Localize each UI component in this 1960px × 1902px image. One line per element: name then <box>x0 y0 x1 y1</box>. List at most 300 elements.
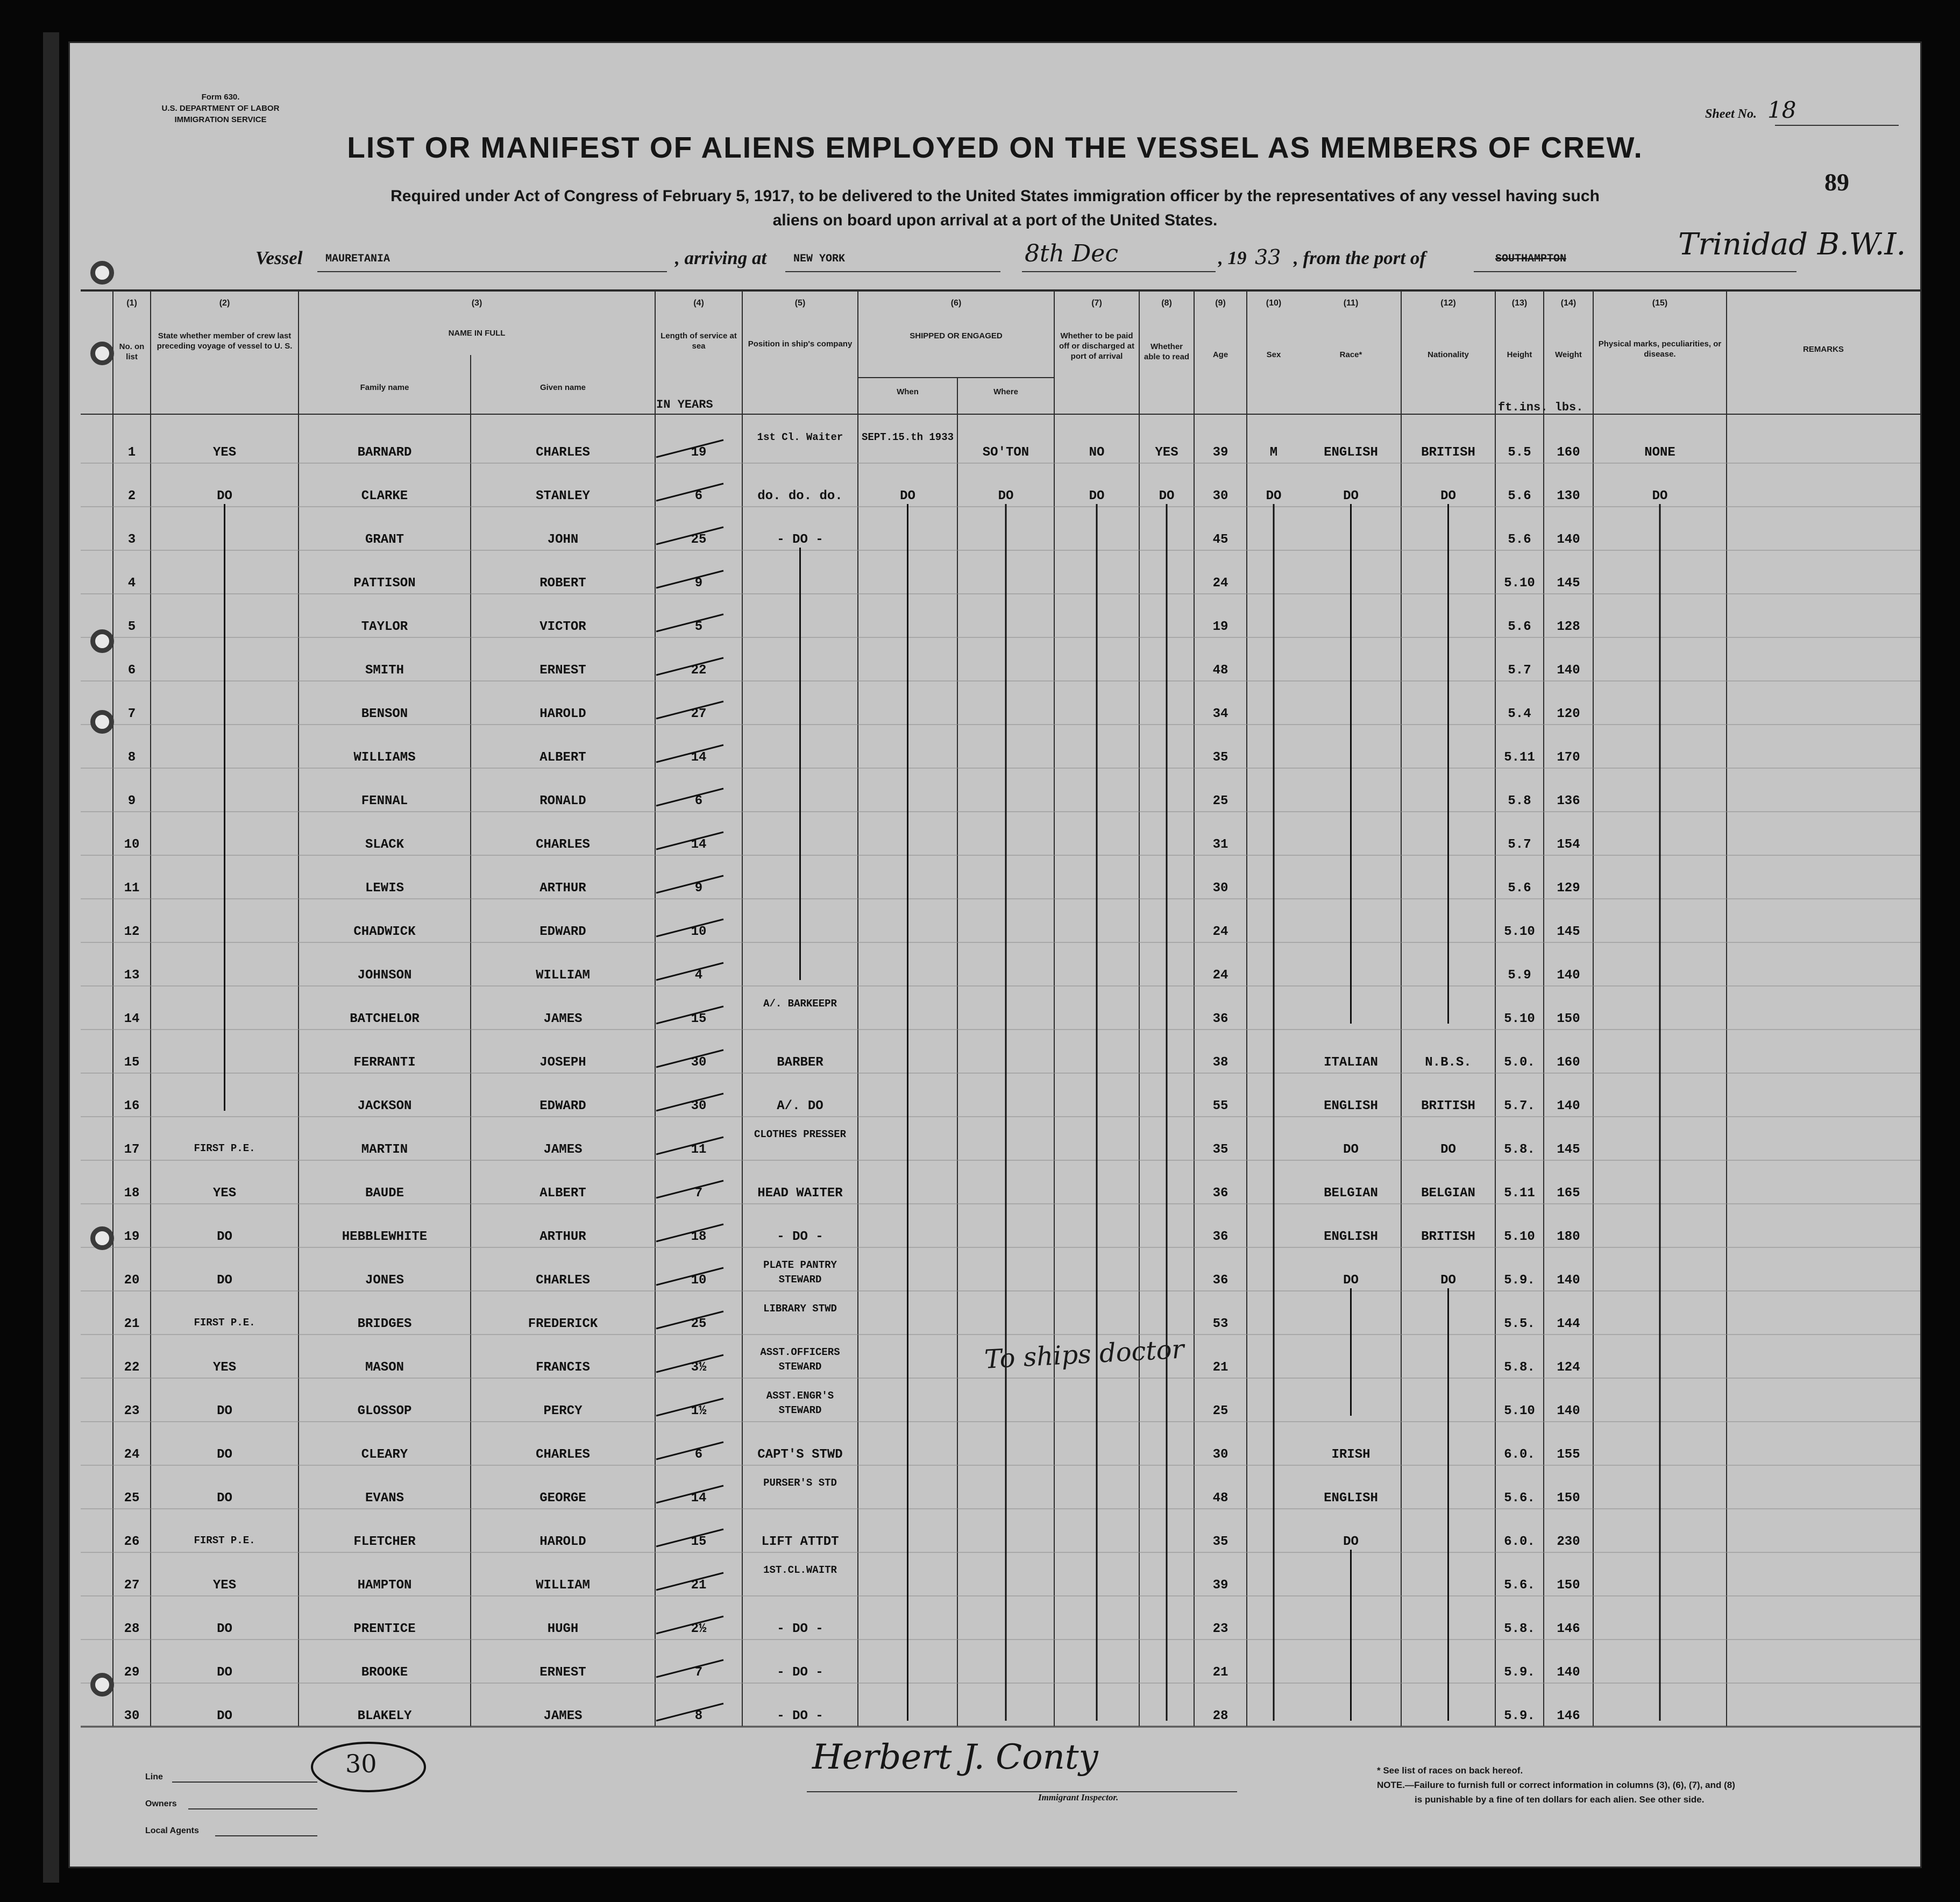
cell-race: DO <box>1343 1273 1359 1288</box>
manifest-sheet <box>70 43 1920 1866</box>
cell-state: FIRST P.E. <box>194 1317 255 1329</box>
cell-position: 1st Cl. Waiter <box>757 431 843 443</box>
cell-family: BARNARD <box>357 445 412 460</box>
arriving-label: , arriving at <box>675 247 767 268</box>
cell-age: 39 <box>1212 1578 1228 1593</box>
cell-weight: 170 <box>1557 750 1580 765</box>
cell-position: BARBER <box>777 1055 823 1070</box>
cell-no: 4 <box>127 576 136 591</box>
cell-weight: 145 <box>1557 576 1580 591</box>
inspector-label: Immigrant Inspector. <box>1038 1792 1119 1802</box>
header-paid-off: Whether to be paid off or discharged at port of arrival <box>1059 331 1135 361</box>
cell-given: EDWARD <box>539 1099 586 1113</box>
line-label: Line <box>145 1772 163 1782</box>
cell-weight: 145 <box>1557 925 1580 939</box>
cell-given: WILLIAM <box>536 1578 590 1593</box>
cell-family: MASON <box>365 1360 404 1375</box>
sheet-label: Sheet No. <box>1705 107 1757 121</box>
cell-no: 25 <box>124 1491 140 1506</box>
year: 33 <box>1255 245 1281 269</box>
cell-age: 38 <box>1212 1055 1228 1070</box>
column-number: (10) <box>1266 299 1282 308</box>
header-sex: Sex <box>1266 350 1281 359</box>
total-count: 30 <box>345 1749 377 1778</box>
film-edge <box>43 32 59 1883</box>
unit-in-years: IN YEARS <box>656 398 713 411</box>
cell-length: 1½ <box>691 1404 707 1418</box>
column-number: (3) <box>471 299 482 308</box>
header-family-name: Family name <box>360 383 409 392</box>
cell-length: 27 <box>691 707 707 721</box>
header-when: When <box>897 387 919 396</box>
cell-length: 14 <box>691 838 707 852</box>
cell-family: JONES <box>365 1273 404 1288</box>
cell-length: 8 <box>694 1709 703 1723</box>
subtitle-line-2: aliens on board upon arrival at a port of the United States. <box>772 211 1218 229</box>
cell-age: 39 <box>1212 445 1228 460</box>
subtitle-line-1: Required under Act of Congress of February 5, 1917, to be delivered to the United States immigration officer by the representatives of any vessel having such <box>390 187 1600 205</box>
cell-height: 6.0. <box>1504 1447 1535 1462</box>
cell-weight: 140 <box>1557 1404 1580 1418</box>
cell-sex: M <box>1269 445 1278 460</box>
cell-length: 3½ <box>691 1360 707 1375</box>
cell-weight: 129 <box>1557 881 1580 896</box>
cell-family: JACKSON <box>357 1099 412 1113</box>
from-port-label: , from the port of <box>1294 247 1426 268</box>
cell-age: 55 <box>1212 1099 1228 1113</box>
arriving-port: NEW YORK <box>793 253 846 265</box>
cell-weight: 230 <box>1557 1535 1580 1549</box>
cell-family: BROOKE <box>361 1665 408 1680</box>
cell-no: 11 <box>124 881 140 896</box>
header-position: Position in ship's company <box>748 339 853 349</box>
header-given-name: Given name <box>539 383 586 392</box>
header-no-on-list: No. on list <box>119 342 145 361</box>
cell-family: JOHNSON <box>357 968 412 983</box>
binding-hole <box>90 261 114 285</box>
binding-hole <box>90 1673 114 1697</box>
cell-length: 7 <box>694 1186 703 1201</box>
cell-position: ASST.ENGR'S STEWARD <box>766 1390 834 1416</box>
cell-weight: 150 <box>1557 1491 1580 1506</box>
cell-given: HAROLD <box>539 1535 586 1549</box>
column-number: (8) <box>1161 299 1172 308</box>
binding-hole <box>90 342 114 365</box>
cell-family: BENSON <box>361 707 408 721</box>
cell-position: - DO - <box>777 1230 823 1244</box>
race-note: * See list of races on back hereof. <box>1377 1765 1523 1776</box>
header-remarks: REMARKS <box>1803 345 1844 354</box>
cell-given: CHARLES <box>536 445 590 460</box>
cell-position: LIFT ATTDT <box>761 1535 839 1549</box>
cell-position: A/. BARKEEPR <box>763 998 837 1010</box>
cell-age: 45 <box>1212 533 1228 547</box>
cell-height: 5.10 <box>1504 1012 1535 1026</box>
cell-length: 18 <box>691 1230 707 1244</box>
cell-length: 14 <box>691 1491 707 1506</box>
cell-age: 19 <box>1212 620 1228 634</box>
cell-weight: 146 <box>1557 1709 1580 1723</box>
cell-no: 6 <box>127 663 136 678</box>
cell-weight: 140 <box>1557 968 1580 983</box>
cell-nationality: DO <box>1440 489 1456 503</box>
cell-race: ENGLISH <box>1324 1230 1378 1244</box>
cell-given: PERCY <box>543 1404 583 1418</box>
cell-length: 14 <box>691 750 707 765</box>
cell-weight: 150 <box>1557 1578 1580 1593</box>
cell-no: 15 <box>124 1055 140 1070</box>
cell-position: - DO - <box>777 1665 823 1680</box>
penalty-note-2: is punishable by a fine of ten dollars for each alien. See other side. <box>1415 1794 1705 1805</box>
form-service: IMMIGRATION SERVICE <box>174 115 267 124</box>
cell-length: 22 <box>691 663 707 678</box>
cell-given: HAROLD <box>539 707 586 721</box>
cell-age: 35 <box>1212 750 1228 765</box>
cell-position: CAPT'S STWD <box>757 1447 843 1462</box>
cell-height: 5.8. <box>1504 1622 1535 1636</box>
cell-position: PLATE PANTRY STEWARD <box>763 1259 837 1286</box>
cell-given: RONALD <box>539 794 586 808</box>
cell-position: CLOTHES PRESSER <box>754 1129 847 1140</box>
cell-position: ASST.OFFICERS STEWARD <box>760 1346 840 1373</box>
binding-hole <box>90 710 114 734</box>
cell-weight: 165 <box>1557 1186 1580 1201</box>
cell-length: 9 <box>694 576 703 591</box>
cell-weight: 140 <box>1557 663 1580 678</box>
cell-age: 21 <box>1212 1360 1228 1375</box>
cell-state: DO <box>217 1404 232 1418</box>
cell-family: BATCHELOR <box>350 1012 420 1026</box>
cell-nationality: BRITISH <box>1421 1099 1475 1113</box>
cell-length: 15 <box>691 1012 707 1026</box>
cell-length: 30 <box>691 1099 707 1113</box>
header-nationality: Nationality <box>1428 350 1469 359</box>
cell-weight: 124 <box>1557 1360 1580 1375</box>
cell-weight: 155 <box>1557 1447 1580 1462</box>
cell-height: 5.10 <box>1504 576 1535 591</box>
cell-height: 5.9 <box>1508 968 1531 983</box>
cell-length: 9 <box>694 881 703 896</box>
cell-state: DO <box>217 1622 232 1636</box>
cell-no: 10 <box>124 838 140 852</box>
cell-paid: DO <box>1089 489 1105 503</box>
cell-race: DO <box>1343 1142 1359 1157</box>
cell-position: PURSER'S STD <box>763 1477 837 1489</box>
cell-given: ALBERT <box>539 750 586 765</box>
cell-given: ARTHUR <box>539 1230 586 1244</box>
cell-nationality: BRITISH <box>1421 445 1475 460</box>
cell-state: YES <box>212 1578 237 1593</box>
binding-hole <box>90 1226 114 1250</box>
header-race: Race* <box>1339 350 1362 359</box>
cell-nationality: N.B.S. <box>1425 1055 1472 1070</box>
cell-where: SO'TON <box>982 445 1029 460</box>
cell-family: WILLIAMS <box>353 750 416 765</box>
header-where: Where <box>993 387 1018 396</box>
cell-age: 25 <box>1212 1404 1228 1418</box>
cell-height: 5.8. <box>1504 1142 1535 1157</box>
cell-age: 35 <box>1212 1535 1228 1549</box>
cell-when: DO <box>900 489 915 503</box>
cell-nationality: DO <box>1440 1142 1456 1157</box>
cell-race: ENGLISH <box>1324 1099 1378 1113</box>
cell-weight: 145 <box>1557 1142 1580 1157</box>
cell-given: ARTHUR <box>539 881 586 896</box>
arrival-date: 8th Dec <box>1025 240 1118 267</box>
cell-weight: 136 <box>1557 794 1580 808</box>
cell-height: 5.11 <box>1504 1186 1535 1201</box>
cell-no: 12 <box>124 925 140 939</box>
cell-weight: 130 <box>1557 489 1580 503</box>
cell-sex: DO <box>1266 489 1282 503</box>
column-number: (2) <box>219 299 230 308</box>
cell-state: DO <box>217 1273 232 1288</box>
cell-no: 30 <box>124 1709 140 1723</box>
cell-race: ITALIAN <box>1324 1055 1378 1070</box>
header-name-in-full: NAME IN FULL <box>448 329 506 338</box>
cell-physical: NONE <box>1644 445 1675 460</box>
cell-length: 10 <box>691 1273 707 1288</box>
cell-length: 25 <box>691 1317 707 1331</box>
cell-no: 5 <box>127 620 136 634</box>
column-number: (7) <box>1091 299 1102 308</box>
cell-weight: 154 <box>1557 838 1580 852</box>
cell-given: JAMES <box>543 1709 583 1723</box>
cell-given: ROBERT <box>539 576 586 591</box>
cell-height: 5.5 <box>1508 445 1531 460</box>
cell-position: 1ST.CL.WAITR <box>763 1564 837 1576</box>
cell-given: FREDERICK <box>528 1317 598 1331</box>
cell-family: FLETCHER <box>353 1535 416 1549</box>
column-number: (14) <box>1560 299 1576 308</box>
column-number: (9) <box>1215 299 1226 308</box>
cell-height: 5.7 <box>1508 838 1531 852</box>
cell-state: DO <box>217 1447 232 1462</box>
column-number: (5) <box>794 299 806 308</box>
column-number: (6) <box>950 299 962 308</box>
cell-physical: DO <box>1652 489 1668 503</box>
cell-height: 5.6. <box>1504 1578 1535 1593</box>
cell-position: - DO - <box>777 533 823 547</box>
cell-length: 15 <box>691 1535 707 1549</box>
cell-height: 5.0. <box>1504 1055 1535 1070</box>
cell-length: 2½ <box>691 1622 707 1636</box>
doctor-note: To ships doctor <box>983 1334 1185 1375</box>
header-age: Age <box>1212 350 1228 359</box>
cell-weight: 146 <box>1557 1622 1580 1636</box>
cell-weight: 140 <box>1557 533 1580 547</box>
cell-family: BRIDGES <box>357 1317 412 1331</box>
cell-height: 5.6 <box>1508 881 1531 896</box>
cell-given: ERNEST <box>539 1665 586 1680</box>
cell-state: DO <box>217 1491 232 1506</box>
cell-no: 3 <box>127 533 136 547</box>
cell-given: WILLIAM <box>536 968 590 983</box>
cell-height: 6.0. <box>1504 1535 1535 1549</box>
cell-read: YES <box>1155 445 1178 460</box>
cell-age: 24 <box>1212 925 1228 939</box>
cell-no: 23 <box>124 1404 140 1418</box>
cell-race: ENGLISH <box>1324 445 1378 460</box>
cell-height: 5.6 <box>1508 533 1531 547</box>
inspector-signature: Herbert J. Conty <box>812 1737 1098 1777</box>
column-number: (1) <box>126 299 137 308</box>
form-department: U.S. DEPARTMENT OF LABOR <box>161 104 280 113</box>
cell-given: FRANCIS <box>536 1360 590 1375</box>
cell-age: 48 <box>1212 1491 1228 1506</box>
cell-age: 25 <box>1212 794 1228 808</box>
cell-age: 36 <box>1212 1012 1228 1026</box>
cell-given: ERNEST <box>539 663 586 678</box>
form-number: Form 630. <box>201 93 240 102</box>
cell-weight: 160 <box>1557 1055 1580 1070</box>
port-struck: SOUTHAMPTON <box>1495 253 1567 265</box>
column-number: (12) <box>1440 299 1456 308</box>
cell-given: GEORGE <box>539 1491 586 1506</box>
header-shipped: SHIPPED OR ENGAGED <box>910 331 1003 340</box>
port-handwritten: Trinidad B.W.I. <box>1678 227 1906 262</box>
cell-given: VICTOR <box>539 620 586 634</box>
column-number: (13) <box>1511 299 1528 308</box>
cell-length: 25 <box>691 533 707 547</box>
cell-height: 5.6 <box>1508 620 1531 634</box>
cell-length: 10 <box>691 925 707 939</box>
cell-given: EDWARD <box>539 925 586 939</box>
cell-no: 24 <box>124 1447 140 1462</box>
cell-no: 16 <box>124 1099 140 1113</box>
cell-age: 53 <box>1212 1317 1228 1331</box>
cell-given: CHARLES <box>536 838 590 852</box>
cell-age: 24 <box>1212 576 1228 591</box>
column-number: (11) <box>1343 299 1359 308</box>
cell-length: 21 <box>691 1578 707 1593</box>
cell-family: CHADWICK <box>353 925 416 939</box>
cell-height: 5.10 <box>1504 925 1535 939</box>
header-state-member: State whether member of crew last preceding voyage of vessel to U. S. <box>157 331 293 351</box>
cell-no: 17 <box>124 1142 140 1157</box>
cell-age: 34 <box>1212 707 1228 721</box>
cell-family: GLOSSOP <box>357 1404 412 1418</box>
cell-family: LEWIS <box>365 881 404 896</box>
cell-no: 13 <box>124 968 140 983</box>
cell-no: 29 <box>124 1665 140 1680</box>
cell-given: CHARLES <box>536 1447 590 1462</box>
cell-height: 5.6 <box>1508 489 1531 503</box>
cell-family: CLARKE <box>361 489 408 503</box>
cell-length: 6 <box>694 794 703 808</box>
cell-age: 30 <box>1212 1447 1228 1462</box>
cell-given: JOSEPH <box>539 1055 586 1070</box>
cell-age: 30 <box>1212 881 1228 896</box>
cell-weight: 120 <box>1557 707 1580 721</box>
cell-length: 6 <box>694 489 703 503</box>
cell-no: 27 <box>124 1578 140 1593</box>
cell-race: DO <box>1343 1535 1359 1549</box>
cell-height: 5.9. <box>1504 1665 1535 1680</box>
cell-nationality: BRITISH <box>1421 1230 1475 1244</box>
cell-length: 6 <box>694 1447 703 1462</box>
cell-no: 18 <box>124 1186 140 1201</box>
cell-state: FIRST P.E. <box>194 1142 255 1154</box>
cell-paid: NO <box>1089 445 1105 460</box>
cell-length: 11 <box>691 1142 707 1157</box>
cell-given: JOHN <box>547 533 579 547</box>
cell-state: DO <box>217 1230 232 1244</box>
year-prefix: , 19 <box>1218 247 1247 268</box>
cell-no: 7 <box>127 707 136 721</box>
cell-race: IRISH <box>1331 1447 1370 1462</box>
cell-age: 30 <box>1212 489 1228 503</box>
cell-given: HUGH <box>547 1622 579 1636</box>
cell-family: SMITH <box>365 663 404 678</box>
cell-family: PATTISON <box>353 576 416 591</box>
header-weight: Weight <box>1555 350 1582 359</box>
cell-no: 20 <box>124 1273 140 1288</box>
cell-position: - DO - <box>777 1622 823 1636</box>
cell-family: TAYLOR <box>361 620 408 634</box>
cell-no: 19 <box>124 1230 140 1244</box>
cell-position: LIBRARY STWD <box>763 1303 837 1315</box>
owners-label: Owners <box>145 1799 177 1808</box>
column-number: (4) <box>693 299 704 308</box>
cell-nationality: DO <box>1440 1273 1456 1288</box>
table-grid <box>70 43 1920 1866</box>
cell-family: FENNAL <box>361 794 408 808</box>
cell-age: 28 <box>1212 1709 1228 1723</box>
cell-where: DO <box>998 489 1014 503</box>
cell-age: 23 <box>1212 1622 1228 1636</box>
cell-height: 5.11 <box>1504 750 1535 765</box>
cell-weight: 150 <box>1557 1012 1580 1026</box>
cell-no: 2 <box>127 489 136 503</box>
cell-no: 21 <box>124 1317 140 1331</box>
header-height: Height <box>1507 350 1532 359</box>
cell-weight: 180 <box>1557 1230 1580 1244</box>
cell-no: 8 <box>127 750 136 765</box>
cell-height: 5.10 <box>1504 1230 1535 1244</box>
cell-read: DO <box>1159 489 1175 503</box>
vessel-label: Vessel <box>255 247 303 268</box>
cell-height: 5.4 <box>1508 707 1531 721</box>
cell-length: 4 <box>694 968 703 983</box>
cell-no: 28 <box>124 1622 140 1636</box>
cell-age: 31 <box>1212 838 1228 852</box>
cell-family: PRENTICE <box>353 1622 416 1636</box>
cell-state: YES <box>212 445 237 460</box>
cell-family: GRANT <box>365 533 404 547</box>
cell-weight: 140 <box>1557 1273 1580 1288</box>
cell-family: SLACK <box>365 838 404 852</box>
page-title: LIST OR MANIFEST OF ALIENS EMPLOYED ON THE VESSEL AS MEMBERS OF CREW. <box>347 131 1643 164</box>
cell-state: DO <box>217 1709 232 1723</box>
sheet-value: 18 <box>1767 97 1796 123</box>
cell-race: DO <box>1343 489 1359 503</box>
cell-length: 5 <box>694 620 703 634</box>
cell-weight: 140 <box>1557 1099 1580 1113</box>
cell-given: JAMES <box>543 1012 583 1026</box>
page-number: 89 <box>1824 168 1849 196</box>
column-number: (15) <box>1652 299 1668 308</box>
cell-weight: 140 <box>1557 1665 1580 1680</box>
cell-height: 5.10 <box>1504 1404 1535 1418</box>
cell-race: ENGLISH <box>1324 1491 1378 1506</box>
cell-height: 5.7. <box>1504 1099 1535 1113</box>
cell-state: FIRST P.E. <box>194 1535 255 1546</box>
cell-height: 5.6. <box>1504 1491 1535 1506</box>
cell-age: 24 <box>1212 968 1228 983</box>
cell-height: 5.5. <box>1504 1317 1535 1331</box>
cell-height: 5.9. <box>1504 1709 1535 1723</box>
